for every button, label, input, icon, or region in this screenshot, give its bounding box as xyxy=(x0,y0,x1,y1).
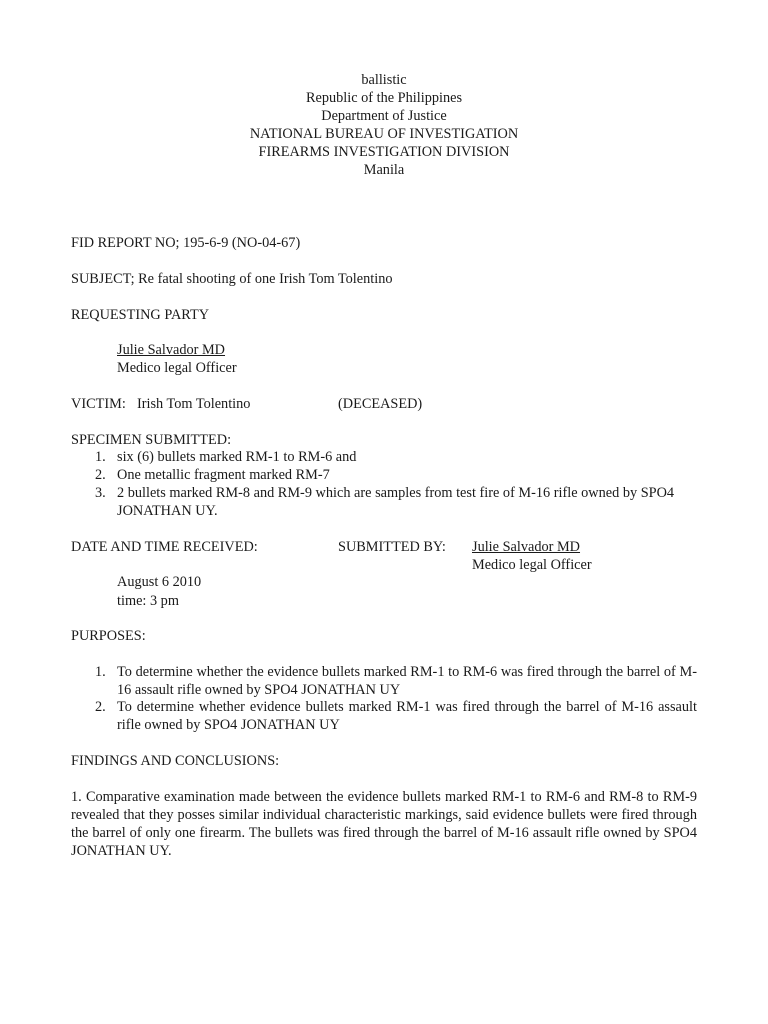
header-line: NATIONAL BUREAU OF INVESTIGATION xyxy=(249,126,519,142)
victim-label: VICTIM: xyxy=(71,396,126,412)
submitted-by-name: Julie Salvador MD xyxy=(472,539,581,555)
specimen-item: One metallic fragment marked RM-7 xyxy=(117,467,330,483)
specimen-item-number: 1. xyxy=(95,449,106,465)
header-line: Manila xyxy=(363,162,405,178)
findings-heading: FINDINGS AND CONCLUSIONS: xyxy=(71,753,280,769)
victim-name: Irish Tom Tolentino xyxy=(137,396,251,412)
requesting-party-heading: REQUESTING PARTY xyxy=(71,307,210,323)
received-date: August 6 2010 xyxy=(117,574,202,590)
purpose-item-number: 1. xyxy=(95,664,106,680)
specimen-item: 2 bullets marked RM-8 and RM-9 which are samples from test fire of M-16 rifle owned by SPO4 JONATHAN UY. xyxy=(117,485,675,519)
requesting-party-name: Julie Salvador MD xyxy=(117,342,226,358)
header-line: Republic of the Philippines xyxy=(305,90,463,106)
findings-paragraph: 1. Comparative examination made between the evidence bullets marked RM-1 to RM-6 and RM-8 to RM-9 revealed that they posses similar individual characteristic markings, said evidence bullets were fired through the barrel of only one firearm. The bullets was fired through the barrel of M-16 assault rifle owned by SPO4 JONATHAN UY. xyxy=(71,789,697,859)
header-line: Department of Justice xyxy=(321,108,447,124)
received-time: time: 3 pm xyxy=(117,593,179,609)
received-label: DATE AND TIME RECEIVED: xyxy=(71,539,258,555)
purposes-heading: PURPOSES: xyxy=(71,628,146,644)
subject-line: SUBJECT; Re fatal shooting of one Irish Tom Tolentino xyxy=(71,271,393,287)
purpose-item: To determine whether the evidence bullets marked RM-1 to RM-6 was fired through the barrel of M-16 assault rifle owned by SPO4 JONATHAN UY xyxy=(117,664,697,698)
victim-status: (DECEASED) xyxy=(338,396,423,412)
specimen-item-number: 2. xyxy=(95,467,106,483)
specimen-heading: SPECIMEN SUBMITTED: xyxy=(71,432,232,448)
requesting-party-title: Medico legal Officer xyxy=(117,360,237,376)
specimen-item-number: 3. xyxy=(95,485,106,501)
purpose-item-number: 2. xyxy=(95,699,106,715)
header-line: ballistic xyxy=(361,72,407,88)
header-line: FIREARMS INVESTIGATION DIVISION xyxy=(258,144,510,160)
submitted-by-title: Medico legal Officer xyxy=(472,557,592,573)
report-number: FID REPORT NO; 195-6-9 (NO-04-67) xyxy=(71,235,301,251)
submitted-by-label: SUBMITTED BY: xyxy=(338,539,446,555)
purpose-item: To determine whether evidence bullets marked RM-1 was fired through the barrel of M-16 assault rifle owned by SPO4 JONATHAN UY xyxy=(117,699,697,733)
specimen-item: six (6) bullets marked RM-1 to RM-6 and xyxy=(117,449,357,465)
letterhead xyxy=(0,71,768,179)
